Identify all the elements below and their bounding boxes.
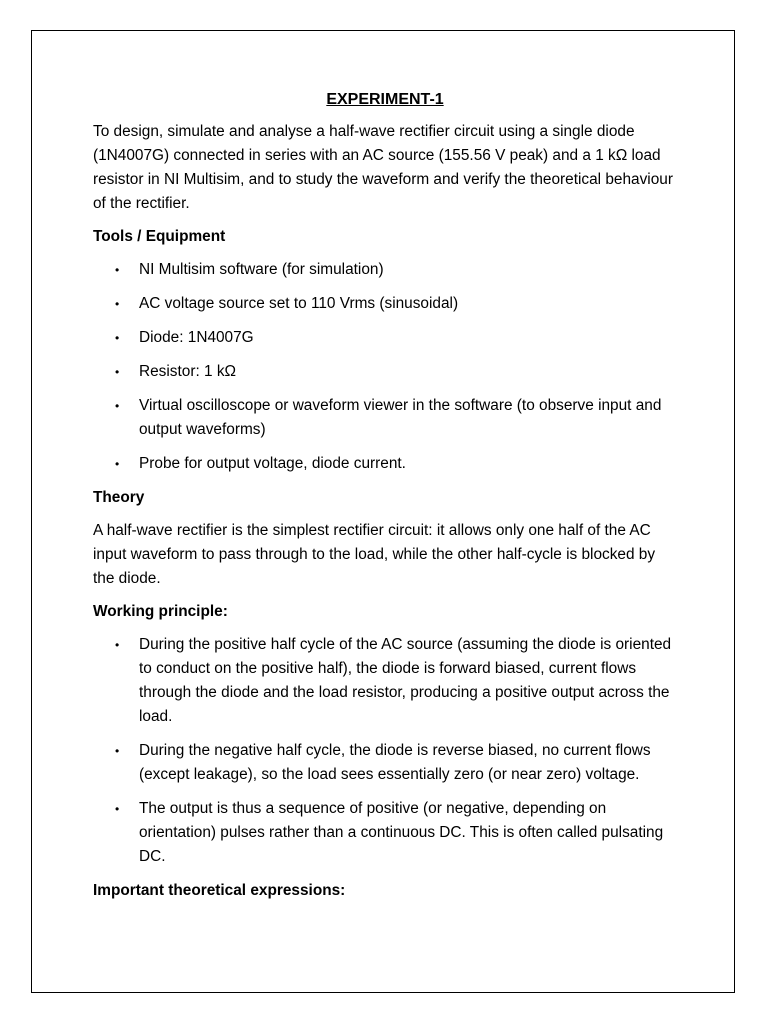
list-item: • During the positive half cycle of the AC source (assuming the diode is oriented to conduct on the positive half), the diode is forward biased, current flows through the diode and the load resistor, producing a positive output across the load. bbox=[139, 633, 677, 729]
list-item: • The output is thus a sequence of positive (or negative, depending on orientation) pulses rather than a continuous DC. This is often called pulsating DC. bbox=[139, 797, 677, 869]
list-item: • Virtual oscilloscope or waveform viewer in the software (to observe input and output waveforms) bbox=[139, 394, 677, 442]
tools-list bbox=[93, 258, 677, 476]
working-principle-list bbox=[93, 633, 677, 869]
list-item: • NI Multisim software (for simulation) bbox=[139, 258, 677, 282]
document-body bbox=[93, 86, 677, 912]
list-item: • Diode: 1N4007G bbox=[139, 326, 677, 350]
expressions-heading: Important theoretical expressions: bbox=[93, 882, 346, 899]
list-item: • Resistor: 1 kΩ bbox=[139, 360, 677, 384]
theory-paragraph: A half-wave rectifier is the simplest rectifier circuit: it allows only one half of the AC input waveform to pass through to the load, while the other half-cycle is blocked by the diode. bbox=[93, 522, 656, 587]
working-principle-heading: Working principle: bbox=[93, 603, 228, 620]
list-item: • During the negative half cycle, the diode is reverse biased, no current flows (except leakage), so the load sees essentially zero (or near zero) voltage. bbox=[139, 739, 677, 787]
theory-heading: Theory bbox=[93, 489, 145, 506]
page-title: EXPERIMENT-1 bbox=[326, 91, 444, 108]
tools-heading: Tools / Equipment bbox=[93, 228, 226, 245]
list-item: • AC voltage source set to 110 Vrms (sinusoidal) bbox=[139, 292, 677, 316]
aim-paragraph: To design, simulate and analyse a half-wave rectifier circuit using a single diode (1N4007G) connected in series with an AC source (155.56 V peak) and a 1 kΩ load resistor in NI Multisim, and to study the waveform and verify the theoretical behaviour of the rectifier. bbox=[93, 123, 673, 212]
list-item: • Probe for output voltage, diode current. bbox=[139, 452, 677, 476]
